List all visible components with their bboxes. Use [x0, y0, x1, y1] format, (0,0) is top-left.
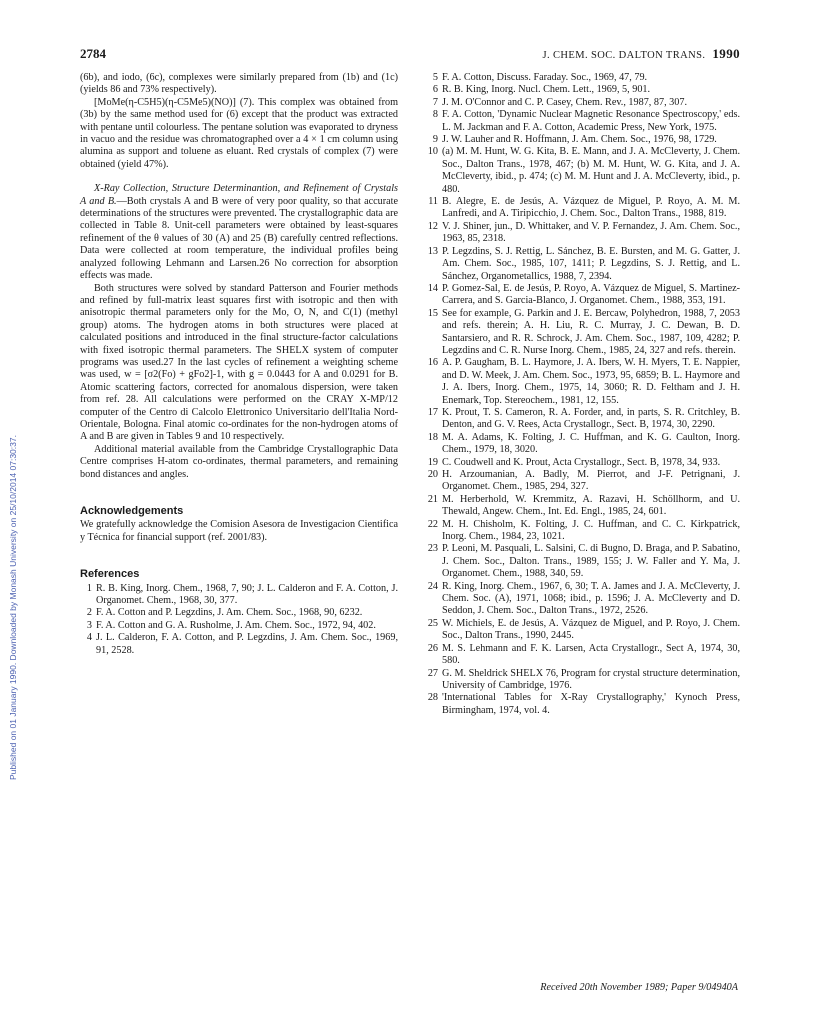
intro-paragraph: (6b), and iodo, (6c), complexes were similarly prepared from (1b) and (1c) (yields 86 and 73% respectively).: [80, 72, 398, 96]
reference-item: [420, 221, 740, 246]
received-note: Received 20th November 1989; Paper 9/04940A: [540, 982, 738, 993]
reference-text: P. Legzdins, S. J. Rettig, L. Sánchez, B. E. Bursten, and M. G. Gatter, J. Am. Chem. Soc., 1985, 107, 1411; P. Legzdins, S. J. Rettig, and L. Sánchez, Organometallics, 1988, 7, 2394.: [442, 245, 740, 282]
reference-number: 24: [427, 580, 438, 592]
reference-text: J. L. Calderon, F. A. Cotton, and P. Legzdins, J. Am. Chem. Soc., 1969, 91, 2528.: [96, 632, 398, 656]
reference-number: 7: [432, 96, 438, 108]
reference-item: [420, 357, 740, 407]
xray-paragraph: [80, 183, 398, 282]
reference-item: [420, 134, 740, 146]
reference-text: G. M. Sheldrick SHELX 76, Program for crystal structure determination, University of Cambridge, 1976.: [442, 667, 740, 691]
journal-year: 1990: [712, 46, 740, 61]
reference-number: 15: [427, 307, 438, 319]
reference-item: [420, 283, 740, 308]
reference-item: [420, 97, 740, 109]
reference-number: 17: [427, 406, 438, 418]
reference-text: M. S. Lehmann and F. K. Larsen, Acta Crystallogr., Sect A, 1974, 30, 580.: [442, 642, 740, 667]
xray-heading: X-Ray Collection, Structure Determinantion, and Refinement of Crystals A and B.: [80, 183, 398, 207]
reference-number: 23: [427, 543, 438, 555]
reference-item: [420, 581, 740, 618]
reference-number: 20: [427, 469, 438, 480]
reference-item: [80, 607, 398, 619]
reference-item: [420, 543, 740, 580]
acknowledgements-text: We gratefully acknowledge the Comision Asesora de Investigacion Cientifica y Técnica for financial support (ref. 2001/83).: [80, 519, 398, 543]
journal-name: J. CHEM. SOC. DALTON TRANS.: [542, 50, 706, 61]
reference-item: [420, 432, 740, 457]
reference-item: [420, 196, 740, 221]
reference-number: 21: [427, 493, 438, 505]
acknowledgements-heading: Acknowledgements: [80, 505, 184, 517]
reference-text: V. J. Shiner, jun., D. Whittaker, and V. P. Fernandez, J. Am. Chem. Soc., 1963, 85, 2318.: [442, 220, 740, 245]
reference-text: P. Gomez-Sal, E. de Jesús, P. Royo, A. Vázquez de Miguel, S. Martinez-Carrera, and S. Garcia-Blanco, J. Organomet. Chem., 1988, 353, 191.: [442, 282, 740, 307]
reference-text: W. Michiels, E. de Jesús, A. Vázquez de Miguel, and P. Royo, J. Chem. Soc., Dalton Trans., 1990, 2445.: [442, 617, 740, 642]
reference-text: F. A. Cotton, Discuss. Faraday. Soc., 1969, 47, 79.: [442, 72, 648, 83]
download-notice: Published on 01 January 1990. Downloaded by Monash University on 25/10/2014 07:30:37.: [8, 435, 18, 780]
reference-text: (a) M. M. Hunt, W. G. Kita, B. E. Mann, and J. A. McCleverty, J. Chem. Soc., Dalton Trans., 1978, 467; (b) M. M. Hunt, W. G. Kita, and J. A. McCleverty, ibid., p. 474; (c) M. M. Hunt and J. A. McCleverty, ibid., p. 480.: [442, 146, 740, 195]
reference-number: 3: [86, 619, 92, 631]
reference-text: R. B. King, Inorg. Chem., 1968, 7, 90; J. L. Calderon and F. A. Cotton, J. Organomet. Chem., 1968, 30, 377.: [96, 582, 398, 607]
right-column: [420, 72, 740, 717]
reference-text: J. M. O'Connor and C. P. Casey, Chem. Rev., 1987, 87, 307.: [442, 96, 688, 108]
solution-paragraph: Both structures were solved by standard Patterson and Fourier methods and refined by full-matrix least squares first with isotropic and then with anisotropic thermal parameters only for the Mo, O, N, and C(1) (methyl group) atoms. The hydrogen atoms in both structures were placed at calculated positions and introduced in the final structure-factor calculations with fixed isotropic thermal parameters. The SHELX system of computer programs was used.27 In the last cycles of refinement a weighting scheme was used, w = [σ2(Fo) + gFo2]-1, with g = 0.0443 for A and 0.0291 for B. Atomic scattering factors, corrected for anomalous dispersion, were taken from ref. 28. All calculations were performed on the CRAY X-MP/12 computer of the Centro di Calcolo Elettronico Universitario dell'Italia Nord-Orientale, Bologna. Final atomic co-ordinates for the non-hydrogen atoms of A and B are given in Tables 9 and 10 respectively.: [80, 282, 398, 443]
page-number: 2784: [80, 46, 106, 61]
reference-text: R. B. King, Inorg. Nucl. Chem. Lett., 1969, 5, 901.: [442, 84, 651, 96]
additional-paragraph: Additional material available from the Cambridge Crystallographic Data Centre comprises H-atom co-ordinates, thermal parameters, and remaining bond distances and angles.: [80, 443, 398, 480]
reference-item: [420, 643, 740, 668]
complex-paragraph: [MoMe(η-C5H5)(η-C5Me5)(NO)] (7). This complex was obtained from (3b) by the same method used for (6) except that the product was extracted with pentane until colourless. The pentane solution was evaporated to dryness in vacuo and the residue was chromatographed over a 4 × 1 cm column using alumina as support and toluene as eluant. Red crystals of complex (7) were obtained (yield 47%).: [80, 96, 398, 170]
reference-item: [80, 620, 398, 632]
reference-number: 28: [427, 692, 438, 704]
reference-number: 14: [427, 282, 438, 294]
reference-text: H. Arzoumanian, A. Badly, M. Pierrot, and J-F. Petrignani, J. Organomet. Chem., 1985, 294, 327.: [442, 469, 740, 493]
reference-text: M. H. Chisholm, K. Folting, J. C. Huffman, and C. C. Kirkpatrick, Inorg. Chem., 1984, 23, 1021.: [442, 518, 740, 543]
journal-header: [542, 46, 740, 62]
reference-number: 5: [432, 72, 438, 83]
reference-text: K. Prout, T. S. Cameron, R. A. Forder, and, in parts, S. R. Critchley, B. Denton, and G. V. Rees, Acta Crystallogr., Sect. B, 1974, 30, 2290.: [442, 406, 740, 431]
reference-item: [420, 692, 740, 717]
reference-item: [420, 407, 740, 432]
reference-number: 22: [427, 518, 438, 530]
reference-number: 26: [427, 642, 438, 654]
reference-text: J. W. Lauher and R. Hoffmann, J. Am. Chem. Soc., 1976, 98, 1729.: [442, 134, 717, 146]
reference-text: B. Alegre, E. de Jesús, A. Vázquez de Miguel, P. Royo, A. M. M. Lanfredi, and A. Tiripicchio, J. Chem. Soc., Dalton Trans., 1988, 819.: [442, 196, 740, 220]
reference-item: [420, 146, 740, 196]
reference-text: C. Coudwell and K. Prout, Acta Crystallogr., Sect. B, 1978, 34, 933.: [442, 456, 721, 468]
references-heading: References: [80, 568, 140, 581]
reference-item: [420, 109, 740, 134]
reference-text: M. Herberhold, W. Kremmitz, A. Razavi, H. Schöllhorm, and U. Thewald, Angew. Chem., Int. Ed. Engl., 1985, 24, 601.: [442, 493, 740, 518]
reference-text: F. A. Cotton and G. A. Rusholme, J. Am. Chem. Soc., 1972, 94, 402.: [96, 619, 376, 631]
reference-text: M. A. Adams, K. Folting, J. C. Huffman, and K. G. Caulton, Inorg. Chem., 1979, 18, 3020.: [442, 431, 740, 456]
reference-number: 8: [432, 109, 438, 121]
reference-item: [80, 632, 398, 657]
reference-item: [420, 72, 740, 84]
reference-item: [420, 246, 740, 283]
references-list-left: [80, 583, 398, 657]
left-column: [80, 72, 398, 657]
reference-number: 9: [432, 134, 438, 146]
xray-text: —Both crystals A and B were of very poor quality, so that accurate determinations of the structures were prevented. The crystallographic data are collected in Table 8. Unit-cell parameters were obtained by least-squares refinement of the θ values of 30 (A) and 25 (B) carefully centred reflections. Data were collected at room temperature, the individual profiles being analyzed following Lehmann and Larsen.26 No correction for absorption effects was made.: [80, 195, 398, 282]
reference-number: 12: [427, 220, 438, 232]
reference-number: 10: [427, 146, 438, 158]
reference-number: 1: [86, 582, 92, 594]
reference-item: [420, 84, 740, 96]
reference-number: 13: [427, 245, 438, 257]
reference-text: R. King, Inorg. Chem., 1967, 6, 30; T. A. James and J. A. McCleverty, J. Chem. Soc. (A), 1971, 1068; ibid., p. 1596; J. A. McCleverty and D. Seddon, J. Chem. Soc., Dalton Trans., 1972, 2526.: [442, 580, 740, 617]
reference-number: 16: [427, 357, 438, 369]
references-list-right: [420, 72, 740, 717]
reference-number: 25: [427, 617, 438, 629]
reference-item: [420, 668, 740, 693]
reference-number: 6: [432, 84, 438, 96]
reference-item: [420, 457, 740, 469]
reference-item: [420, 618, 740, 643]
reference-item: [420, 469, 740, 494]
reference-text: A. P. Gaugham, B. L. Haymore, J. A. Ibers, W. H. Myers, T. E. Nappier, and D. W. Meek, J. Am. Chem. Soc., 1973, 95, 6859; B. L. Haymore and J. A. Ibers, Inorg. Chem., 1975, 14, 3060; R. D. Feltham and J. H. Enemark, Top. Stereochem., 1981, 12, 155.: [442, 357, 740, 406]
reference-number: 4: [86, 632, 92, 644]
reference-text: F. A. Cotton and P. Legzdins, J. Am. Chem. Soc., 1968, 90, 6232.: [96, 607, 363, 619]
reference-number: 11: [428, 196, 438, 208]
reference-number: 27: [427, 667, 438, 679]
reference-item: [80, 583, 398, 608]
reference-item: [420, 519, 740, 544]
reference-number: 18: [427, 431, 438, 443]
reference-number: 2: [86, 607, 92, 619]
reference-text: F. A. Cotton, 'Dynamic Nuclear Magnetic Resonance Spectroscopy,' eds. L. M. Jackman and F. A. Cotton, Academic Press, New York, 1975.: [442, 109, 740, 133]
reference-text: P. Leoni, M. Pasquali, L. Salsini, C. di Bugno, D. Braga, and P. Sabatino, J. Chem. Soc., Dalton. Trans., 1989, 155; J. W. Faller and Y. Ma, J. Organomet. Chem., 1988, 340, 59.: [442, 543, 740, 580]
reference-number: 19: [427, 456, 438, 468]
reference-item: [420, 494, 740, 519]
reference-item: [420, 308, 740, 358]
reference-text: 'International Tables for X-Ray Crystallography,' Kynoch Press, Birmingham, 1974, vol. 4.: [442, 692, 740, 716]
reference-text: See for example, G. Parkin and J. E. Bercaw, Polyhedron, 1988, 7, 2053 and refs. therein; A. H. Liu, R. C. Murray, J. C. Dewan, B. D. Santarsiero, and R. R. Schrock, J. Am. Chem. Soc., 1987, 109, 4282; P. Legzdins and C. R. Nurse Inorg. Chem., 1985, 24, 327 and refs. therein.: [442, 307, 740, 356]
